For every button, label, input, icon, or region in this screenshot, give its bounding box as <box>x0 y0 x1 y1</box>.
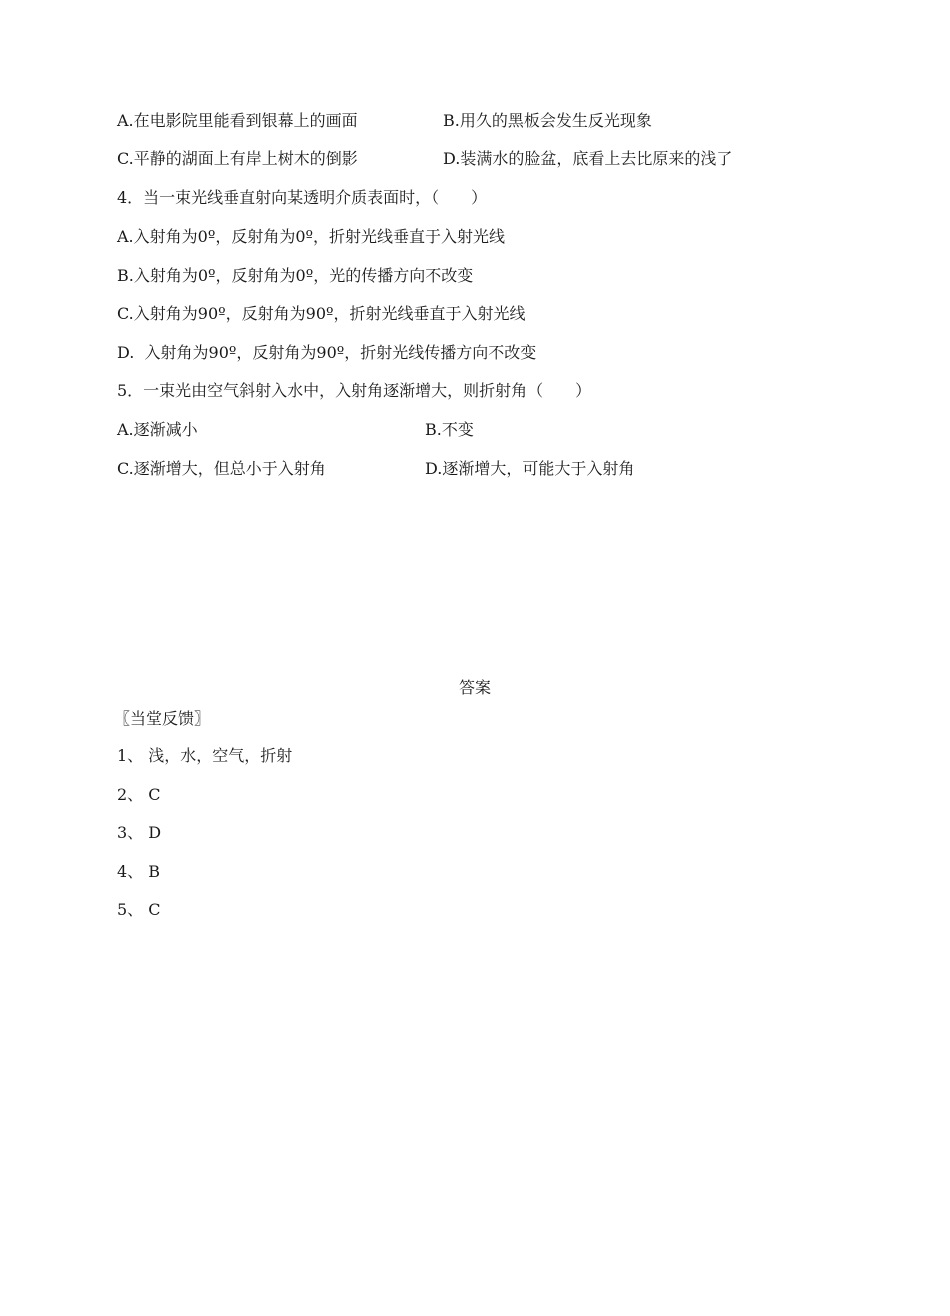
q4-option-a: A.入射角为0º，反射角为0º，折射光线垂直于入射光线 <box>117 227 506 246</box>
q3-option-c: C.平静的湖面上有岸上树木的倒影 <box>117 149 358 168</box>
q4-option-b: B.入射角为0º，反射角为0º，光的传播方向不改变 <box>117 266 474 285</box>
q5-option-a: A.逐渐减小 <box>117 420 198 439</box>
answer-item: 4、 B <box>117 862 161 881</box>
q4-option-c: C.入射角为90º，反射角为90º，折射光线垂直于入射光线 <box>117 304 526 323</box>
answer-item: 5、 C <box>117 900 161 919</box>
q4-stem: 4．当一束光线垂直射向某透明介质表面时，（ ） <box>117 188 488 207</box>
section-heading: 〖当堂反馈〗 <box>114 709 211 728</box>
q5-option-b: B.不变 <box>425 420 474 439</box>
answer-title: 答案 <box>458 678 491 697</box>
q4-option-d: D. 入射角为90º，反射角为90º，折射光线传播方向不改变 <box>117 343 537 362</box>
answer-item: 1、 浅，水，空气，折射 <box>117 746 293 765</box>
answer-item: 2、 C <box>117 785 161 804</box>
q5-option-c: C.逐渐增大，但总小于入射角 <box>117 459 326 478</box>
q3-option-b: B.用久的黑板会发生反光现象 <box>443 111 652 130</box>
answer-item: 3、 D <box>117 823 162 842</box>
q5-stem: 5．一束光由空气斜射入水中，入射角逐渐增大，则折射角（ ） <box>117 381 592 400</box>
q3-option-d: D.装满水的脸盆，底看上去比原来的浅了 <box>443 149 733 168</box>
q5-option-d: D.逐渐增大，可能大于入射角 <box>425 459 635 478</box>
q3-option-a: A.在电影院里能看到银幕上的画面 <box>117 111 358 130</box>
